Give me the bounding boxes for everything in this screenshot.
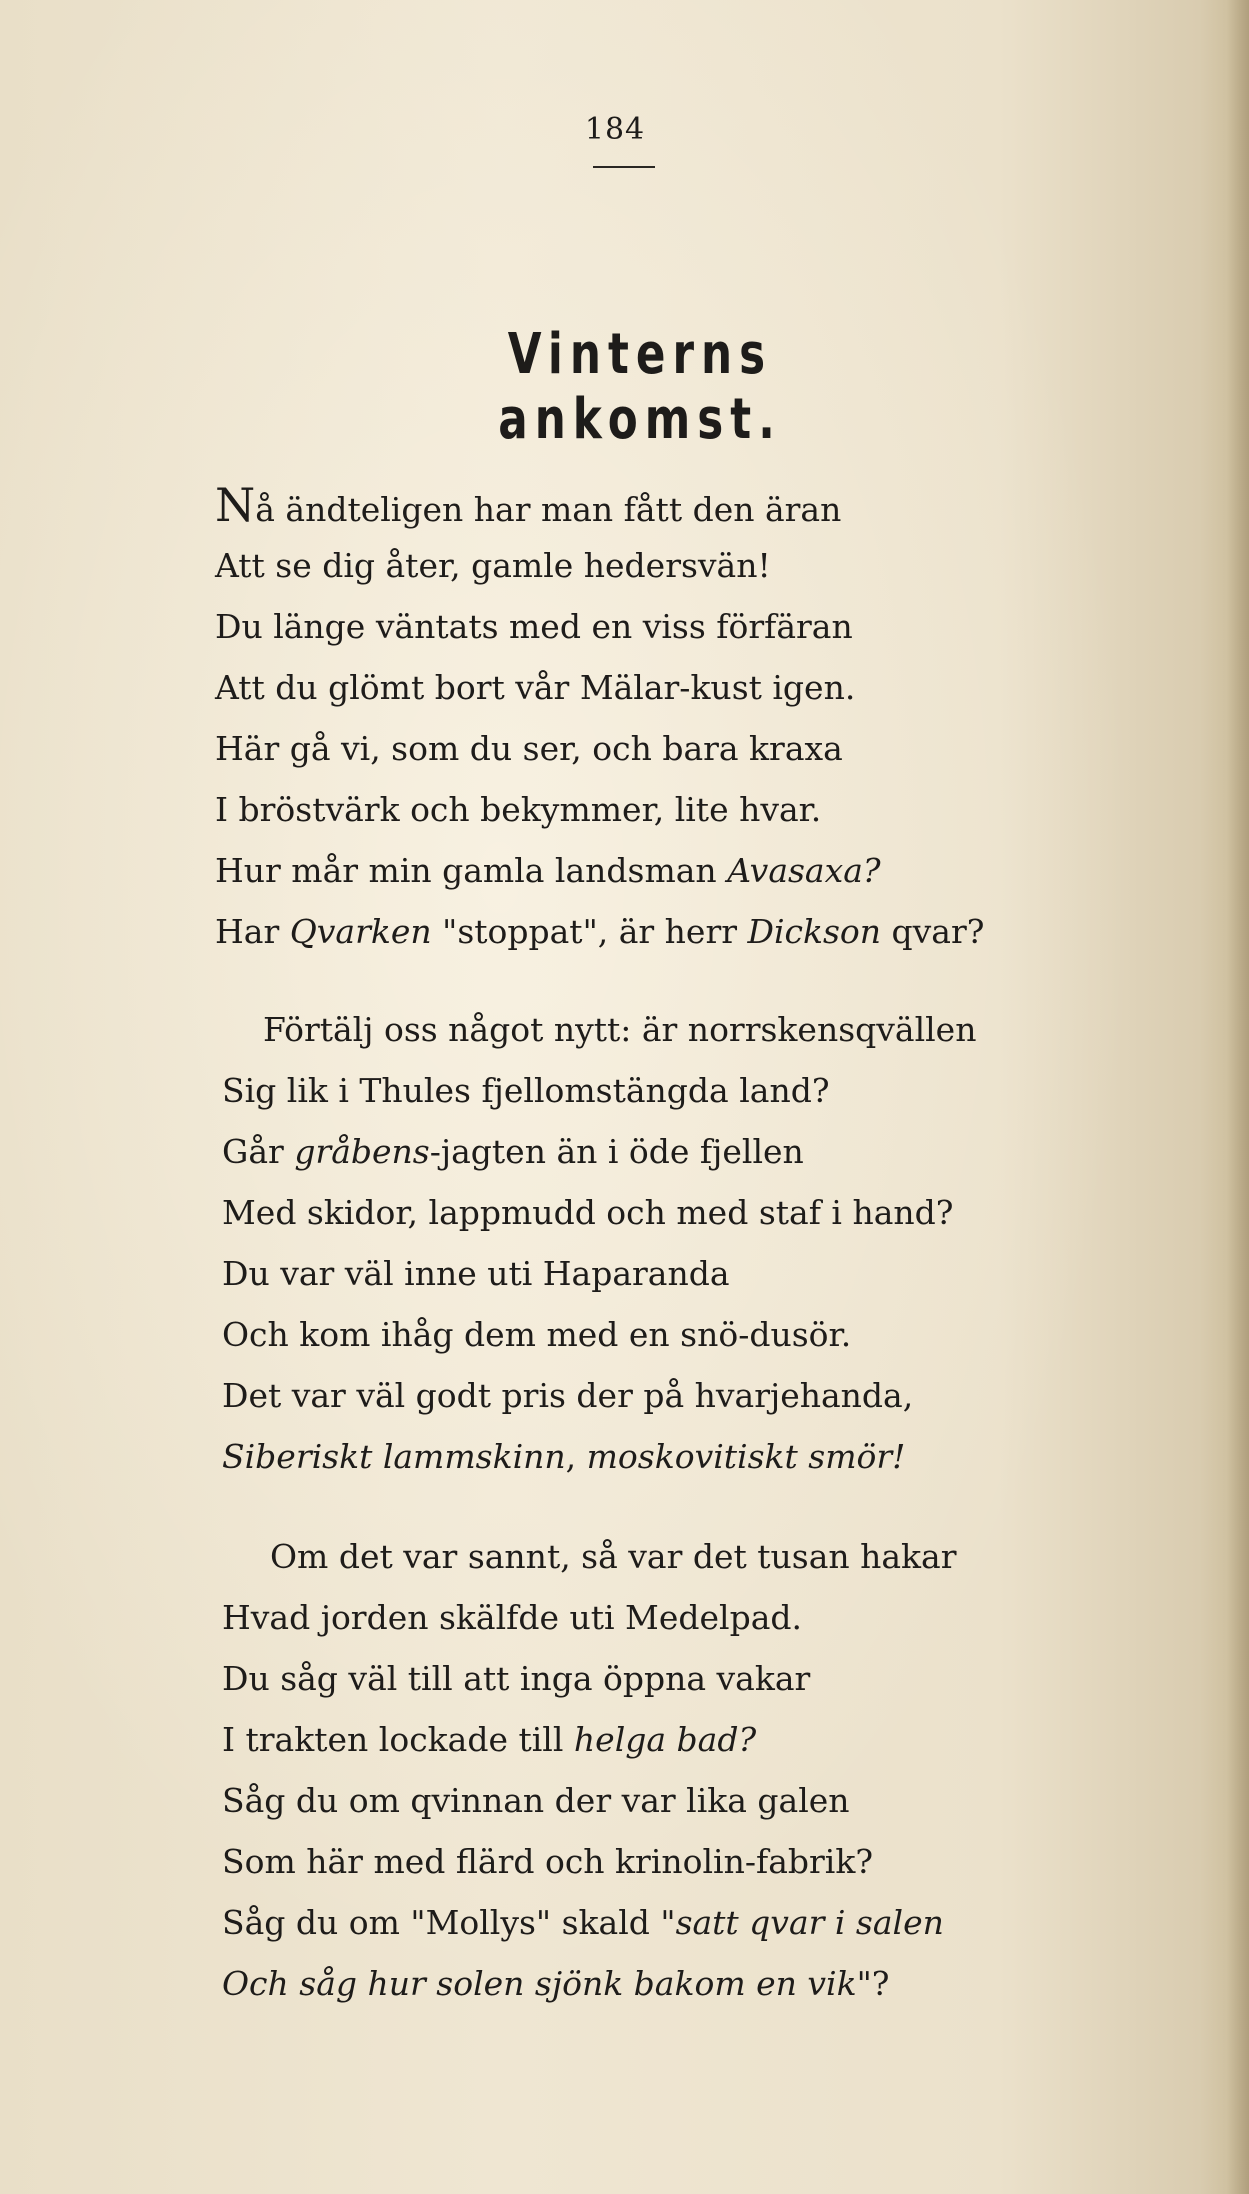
italic-text: Qvarken [289,912,432,951]
line-text: Förtälj oss något nytt: är norrskensqvällen [263,1010,977,1049]
italic-text: helga bad? [573,1720,757,1759]
line-text: Du länge väntats med en viss förfäran [215,607,853,646]
line-text: å ändteligen har man fått den äran [255,490,842,529]
poem-line [222,1720,756,1760]
poem-line [222,1964,889,2004]
line-text: Som här med flärd och krinolin-fabrik? [222,1842,874,1881]
poem-line [215,729,843,769]
line-text: Såg du om qvinnan der var lika galen [222,1781,850,1820]
line-text: Med skidor, lappmudd och med staf i hand? [222,1193,954,1232]
poem-line [222,1437,905,1477]
line-text: Du såg väl till att inga öppna vakar [222,1659,811,1698]
italic-text: Siberiskt lammskinn [222,1437,566,1476]
line-text: Har [215,912,290,951]
page-number-rule [593,166,655,168]
poem-line [222,1659,810,1699]
line-text: Såg du om "Mollys" skald " [222,1903,676,1942]
poem-line [222,1598,802,1638]
poem-line [215,790,821,830]
line-text: I trakten lockade till [222,1720,574,1759]
line-text: , [565,1437,587,1476]
line-text: Det var väl godt pris der på hvarjehanda, [222,1376,914,1415]
line-text: Hur mår min gamla landsman [215,851,728,890]
line-text: Sig lik i Thules fjellomstängda land? [222,1071,830,1110]
poem-line [222,1132,804,1172]
poem-line [222,1781,850,1821]
poem-line [215,607,853,647]
line-text: qvar? [881,912,985,951]
poem-line [215,851,881,891]
line-text: Att se dig åter, gamle hedersvän! [215,546,771,585]
italic-text: satt qvar i salen [675,1903,944,1942]
poem-line [222,1193,953,1233]
poem-line [215,546,771,586]
line-text: Går [222,1132,295,1171]
line-text: Du var väl inne uti Haparanda [222,1254,730,1293]
poem-line [222,1071,830,1111]
page-number: 184 [584,112,646,147]
drop-cap: N [215,478,256,532]
line-text: "? [856,1964,890,2003]
line-text: Att du glömt bort vår Mälar-kust igen. [215,668,856,707]
italic-text: Avasaxa? [727,851,881,890]
line-text: Och kom ihåg dem med en snö-dusör. [222,1315,852,1354]
line-text: Om det var sannt, så var det tusan hakar [270,1537,957,1576]
poem-line [270,1537,957,1577]
line-text: -jagten än i öde fjellen [429,1132,804,1171]
italic-text: gråbens [294,1132,430,1171]
italic-text: Dickson [747,912,882,951]
poem-line [215,478,842,532]
poem-line [263,1010,976,1050]
italic-text: moskovitiskt smör! [586,1437,906,1476]
poem-title: Vinterns ankomst. [498,322,782,452]
page-gutter-shadow [1227,0,1249,2194]
poem-line [222,1315,851,1355]
line-text: Här gå vi, som du ser, och bara kraxa [215,729,843,768]
poem-line [222,1254,730,1294]
poem-line [222,1376,913,1416]
poem-line [222,1842,873,1882]
poem-line [222,1903,944,1943]
poem-line [215,668,855,708]
poem-line [215,912,984,952]
italic-text: Och såg hur solen sjönk bakom en vik [222,1964,857,2003]
line-text: Hvad jorden skälfde uti Medelpad. [222,1598,802,1637]
line-text: "stoppat", är herr [431,912,748,951]
line-text: I bröstvärk och bekymmer, lite hvar. [215,790,822,829]
